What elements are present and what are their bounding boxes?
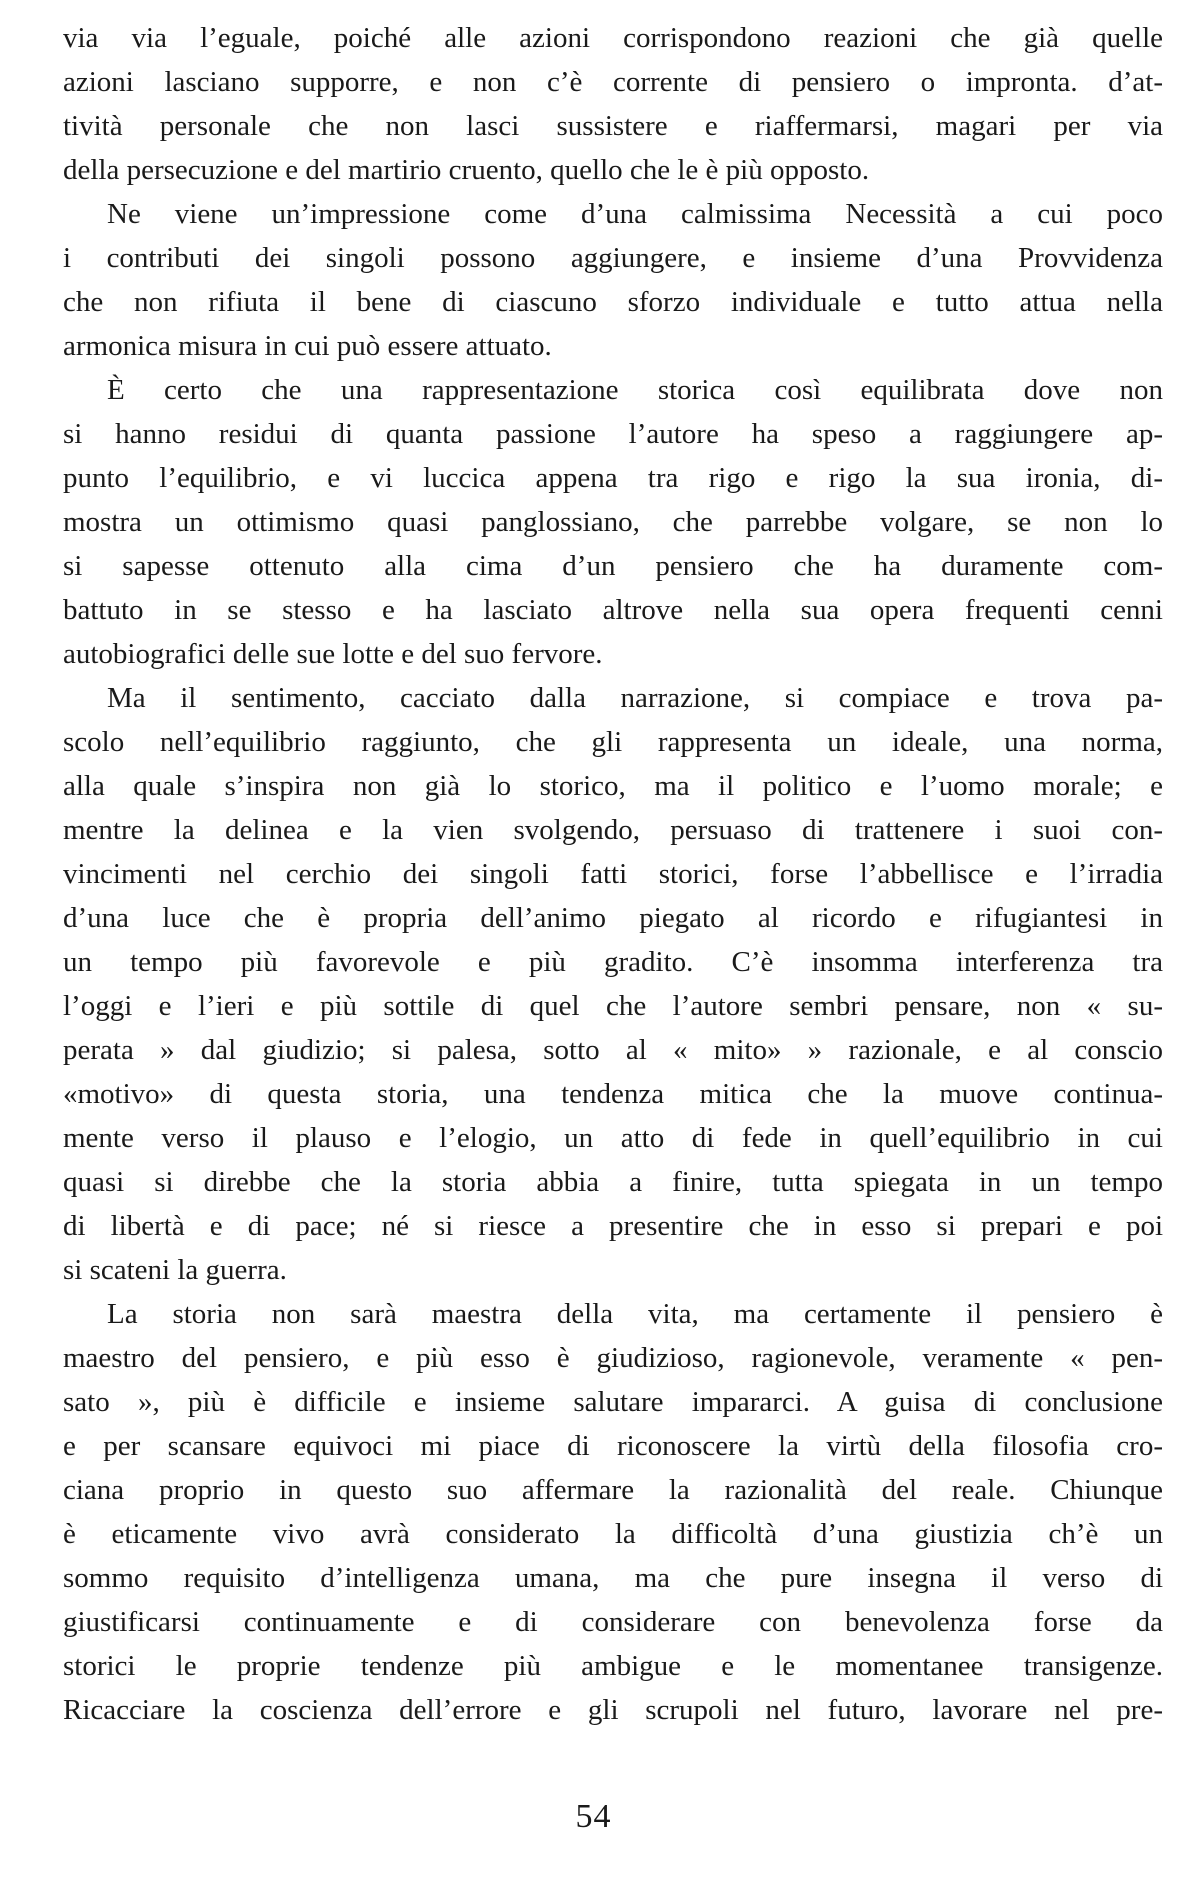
text-line: un tempo più favorevole e più gradito. C’è insomma interferenza tra — [63, 946, 1163, 978]
text-line: Ricacciare la coscienza dell’errore e gli scrupoli nel futuro, lavorare nel pre- — [63, 1694, 1163, 1726]
text-line: si scateni la guerra. — [63, 1254, 287, 1286]
text-line: azioni lasciano supporre, e non c’è corrente di pensiero o impronta. d’at- — [63, 66, 1163, 98]
text-line: mentre la delinea e la vien svolgendo, persuaso di trattenere i suoi con- — [63, 814, 1163, 846]
text-line: Ma il sentimento, cacciato dalla narrazione, si compiace e trova pa- — [107, 682, 1163, 714]
text-line: scolo nell’equilibrio raggiunto, che gli rappresenta un ideale, una norma, — [63, 726, 1163, 758]
text-line: di libertà e di pace; né si riesce a presentire che in esso si prepari e poi — [63, 1210, 1163, 1242]
text-line: storici le proprie tendenze più ambigue e le momentanee transigenze. — [63, 1650, 1163, 1682]
text-line: sommo requisito d’intelligenza umana, ma che pure insegna il verso di — [63, 1562, 1163, 1594]
text-line: mostra un ottimismo quasi panglossiano, che parrebbe volgare, se non lo — [63, 506, 1163, 538]
text-line: i contributi dei singoli possono aggiungere, e insieme d’una Provvidenza — [63, 242, 1163, 274]
text-line: l’oggi e l’ieri e più sottile di quel che l’autore sembri pensare, non « su- — [63, 990, 1163, 1022]
text-line: armonica misura in cui può essere attuato. — [63, 330, 552, 362]
text-line: della persecuzione e del martirio cruento, quello che le è più opposto. — [63, 154, 870, 186]
text-line: si sapesse ottenuto alla cima d’un pensiero che ha duramente com- — [63, 550, 1163, 582]
text-line: via via l’eguale, poiché alle azioni corrispondono reazioni che già quelle — [63, 22, 1163, 54]
page-number: 54 — [575, 1798, 612, 1835]
text-line: che non rifiuta il bene di ciascuno sforzo individuale e tutto attua nella — [63, 286, 1163, 318]
text-line: tività personale che non lasci sussistere e riaffermarsi, magari per via — [63, 110, 1163, 142]
text-line: e per scansare equivoci mi piace di riconoscere la virtù della filosofia cro- — [63, 1430, 1163, 1462]
text-line: sato », più è difficile e insieme salutare impararci. A guisa di conclusione — [63, 1386, 1163, 1418]
paragraph-1 — [63, 16, 1163, 192]
paragraph-2 — [63, 192, 1163, 368]
text-line: Ne viene un’impressione come d’una calmissima Necessità a cui poco — [107, 198, 1163, 230]
text-line: «motivo» di questa storia, una tendenza mitica che la muove continua- — [63, 1078, 1163, 1110]
text-line: si hanno residui di quanta passione l’autore ha speso a raggiungere ap- — [63, 418, 1163, 450]
text-line: autobiografici delle sue lotte e del suo fervore. — [63, 638, 603, 670]
text-line: vincimenti nel cerchio dei singoli fatti storici, forse l’abbellisce e l’irradia — [63, 858, 1163, 890]
text-line: giustificarsi continuamente e di considerare con benevolenza forse da — [63, 1606, 1163, 1638]
paragraph-5 — [63, 1292, 1163, 1732]
text-line: punto l’equilibrio, e vi luccica appena tra rigo e rigo la sua ironia, di- — [63, 462, 1163, 494]
text-line: perata » dal giudizio; si palesa, sotto al « mito» » razionale, e al conscio — [63, 1034, 1163, 1066]
text-line: d’una luce che è propria dell’animo piegato al ricordo e rifugiantesi in — [63, 902, 1163, 934]
text-line: ciana proprio in questo suo affermare la razionalità del reale. Chiunque — [63, 1474, 1163, 1506]
text-line: alla quale s’inspira non già lo storico, ma il politico e l’uomo morale; e — [63, 770, 1163, 802]
text-line: battuto in se stesso e ha lasciato altrove nella sua opera frequenti cenni — [63, 594, 1163, 626]
text-line: La storia non sarà maestra della vita, ma certamente il pensiero è — [107, 1298, 1163, 1330]
body-text — [63, 16, 1163, 1732]
text-line: È certo che una rappresentazione storica così equilibrata dove non — [107, 374, 1163, 406]
text-line: è eticamente vivo avrà considerato la difficoltà d’una giustizia ch’è un — [63, 1518, 1163, 1550]
paragraph-3 — [63, 368, 1163, 676]
paragraph-4 — [63, 676, 1163, 1292]
text-line: maestro del pensiero, e più esso è giudizioso, ragionevole, veramente « pen- — [63, 1342, 1163, 1374]
text-line: quasi si direbbe che la storia abbia a finire, tutta spiegata in un tempo — [63, 1166, 1163, 1198]
text-line: mente verso il plauso e l’elogio, un atto di fede in quell’equilibrio in cui — [63, 1122, 1163, 1154]
